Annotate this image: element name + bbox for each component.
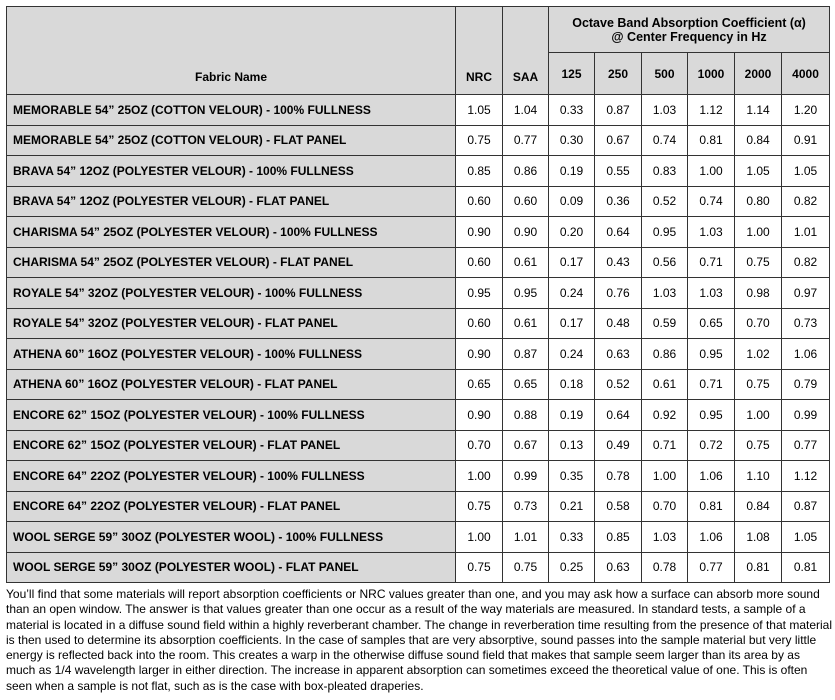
- saa-cell: 0.87: [503, 339, 549, 370]
- saa-cell: 0.86: [503, 156, 549, 187]
- nrc-cell: 0.75: [456, 125, 503, 156]
- coefficient-cell: 1.06: [688, 522, 735, 553]
- nrc-cell: 0.65: [456, 369, 503, 400]
- coefficient-cell: 0.24: [549, 339, 595, 370]
- saa-cell: 0.73: [503, 491, 549, 522]
- fabric-name-cell: ENCORE 62” 15OZ (POLYESTER VELOUR) - 100% FULLNESS: [7, 400, 456, 431]
- fabric-name-cell: ROYALE 54” 32OZ (POLYESTER VELOUR) - FLAT PANEL: [7, 308, 456, 339]
- coefficient-cell: 0.30: [549, 125, 595, 156]
- fabric-name-cell: CHARISMA 54” 25OZ (POLYESTER VELOUR) - 100% FULLNESS: [7, 217, 456, 248]
- fabric-name-cell: ENCORE 64” 22OZ (POLYESTER VELOUR) - FLAT PANEL: [7, 491, 456, 522]
- table-row: [7, 247, 830, 278]
- coefficient-cell: 0.71: [688, 247, 735, 278]
- coefficient-cell: 1.03: [688, 217, 735, 248]
- coefficient-cell: 0.55: [595, 156, 642, 187]
- coefficient-cell: 0.81: [688, 125, 735, 156]
- coefficient-cell: 0.19: [549, 400, 595, 431]
- fabric-name-cell: MEMORABLE 54” 25OZ (COTTON VELOUR) - FLAT PANEL: [7, 125, 456, 156]
- coefficient-cell: 0.63: [595, 339, 642, 370]
- coefficient-cell: 1.05: [782, 156, 830, 187]
- coefficient-cell: 0.98: [735, 278, 782, 309]
- fabric-name-header: Fabric Name: [7, 7, 456, 95]
- coefficient-cell: 0.84: [735, 491, 782, 522]
- nrc-cell: 0.90: [456, 400, 503, 431]
- saa-cell: 0.60: [503, 186, 549, 217]
- saa-cell: 1.04: [503, 95, 549, 126]
- coefficient-cell: 0.84: [735, 125, 782, 156]
- coefficient-cell: 0.81: [782, 552, 830, 583]
- coefficient-cell: 1.05: [735, 156, 782, 187]
- octave-band-subtitle: @ Center Frequency in Hz: [611, 29, 767, 44]
- octave-band-title: Octave Band Absorption Coefficient (α): [572, 15, 806, 30]
- nrc-cell: 0.75: [456, 491, 503, 522]
- fabric-name-cell: ROYALE 54” 32OZ (POLYESTER VELOUR) - 100% FULLNESS: [7, 278, 456, 309]
- nrc-cell: 0.60: [456, 186, 503, 217]
- saa-cell: 0.77: [503, 125, 549, 156]
- coefficient-cell: 0.25: [549, 552, 595, 583]
- fabric-name-cell: CHARISMA 54” 25OZ (POLYESTER VELOUR) - FLAT PANEL: [7, 247, 456, 278]
- coefficient-cell: 0.67: [595, 125, 642, 156]
- table-row: [7, 522, 830, 553]
- nrc-cell: 0.75: [456, 552, 503, 583]
- coefficient-cell: 0.99: [782, 400, 830, 431]
- table-row: [7, 125, 830, 156]
- octave-band-header: [549, 7, 830, 53]
- absorption-table: [6, 6, 830, 583]
- coefficient-cell: 0.78: [595, 461, 642, 492]
- saa-cell: 0.90: [503, 217, 549, 248]
- coefficient-cell: 0.33: [549, 95, 595, 126]
- table-row: [7, 95, 830, 126]
- coefficient-cell: 1.03: [688, 278, 735, 309]
- coefficient-cell: 0.86: [642, 339, 688, 370]
- coefficient-cell: 0.74: [642, 125, 688, 156]
- saa-cell: 0.88: [503, 400, 549, 431]
- nrc-header: NRC: [456, 7, 503, 95]
- coefficient-cell: 0.17: [549, 308, 595, 339]
- saa-cell: 0.95: [503, 278, 549, 309]
- coefficient-cell: 0.76: [595, 278, 642, 309]
- nrc-cell: 0.95: [456, 278, 503, 309]
- nrc-cell: 1.00: [456, 522, 503, 553]
- coefficient-cell: 0.64: [595, 400, 642, 431]
- coefficient-cell: 0.81: [735, 552, 782, 583]
- table-row: [7, 552, 830, 583]
- saa-cell: 0.75: [503, 552, 549, 583]
- fabric-name-cell: MEMORABLE 54” 25OZ (COTTON VELOUR) - 100% FULLNESS: [7, 95, 456, 126]
- explanatory-note: You’ll find that some materials will report absorption coefficients or NRC values greater than one, and you may ask how a surface can absorb more sound than an open window. The answer is that values greater than one occur as a result of the way materials are measured. In standard tests, a sample of a material is located in a diffuse sound field within a highly reverberant chamber. The change in reverberation time resulting from the presence of that material is then used to determine its absorption coefficients. In the case of samples that are very absorptive, sound passes into the sample material but very little energy is reflected back into the room. This creates a warp in the otherwise diffuse sound field that makes that sample seem larger than its area by as much as 1/4 wavelength larger in either direction. The increase in apparent absorption can sometimes exceed the theoretical value of one. This is often seen when a sample is not flat, such as is the case with box-pleated draperies.: [6, 587, 833, 693]
- coefficient-cell: 0.59: [642, 308, 688, 339]
- coefficient-cell: 1.10: [735, 461, 782, 492]
- nrc-cell: 0.70: [456, 430, 503, 461]
- frequency-header: 4000: [782, 53, 830, 95]
- coefficient-cell: 1.03: [642, 95, 688, 126]
- coefficient-cell: 0.91: [782, 125, 830, 156]
- table-row: [7, 156, 830, 187]
- saa-cell: 0.61: [503, 247, 549, 278]
- fabric-name-cell: WOOL SERGE 59” 30OZ (POLYESTER WOOL) - FLAT PANEL: [7, 552, 456, 583]
- coefficient-cell: 0.82: [782, 247, 830, 278]
- table-row: [7, 430, 830, 461]
- coefficient-cell: 1.01: [782, 217, 830, 248]
- coefficient-cell: 0.74: [688, 186, 735, 217]
- coefficient-cell: 1.00: [688, 156, 735, 187]
- coefficient-cell: 0.49: [595, 430, 642, 461]
- saa-cell: 1.01: [503, 522, 549, 553]
- coefficient-cell: 0.20: [549, 217, 595, 248]
- table-row: [7, 308, 830, 339]
- coefficient-cell: 1.08: [735, 522, 782, 553]
- coefficient-cell: 0.82: [782, 186, 830, 217]
- fabric-name-cell: ENCORE 62” 15OZ (POLYESTER VELOUR) - FLAT PANEL: [7, 430, 456, 461]
- frequency-header: 500: [642, 53, 688, 95]
- coefficient-cell: 0.95: [688, 400, 735, 431]
- coefficient-cell: 1.00: [735, 400, 782, 431]
- coefficient-cell: 0.36: [595, 186, 642, 217]
- table-body: [7, 95, 830, 583]
- coefficient-cell: 0.19: [549, 156, 595, 187]
- coefficient-cell: 0.77: [782, 430, 830, 461]
- coefficient-cell: 0.52: [595, 369, 642, 400]
- coefficient-cell: 1.06: [782, 339, 830, 370]
- fabric-name-cell: ATHENA 60” 16OZ (POLYESTER VELOUR) - 100% FULLNESS: [7, 339, 456, 370]
- nrc-cell: 0.85: [456, 156, 503, 187]
- coefficient-cell: 1.12: [688, 95, 735, 126]
- table-row: [7, 461, 830, 492]
- frequency-header: 125: [549, 53, 595, 95]
- nrc-cell: 0.90: [456, 339, 503, 370]
- coefficient-cell: 0.61: [642, 369, 688, 400]
- coefficient-cell: 0.79: [782, 369, 830, 400]
- table-row: [7, 400, 830, 431]
- table-row: [7, 186, 830, 217]
- coefficient-cell: 0.71: [688, 369, 735, 400]
- coefficient-cell: 1.05: [782, 522, 830, 553]
- coefficient-cell: 1.03: [642, 522, 688, 553]
- saa-cell: 0.61: [503, 308, 549, 339]
- nrc-cell: 1.00: [456, 461, 503, 492]
- coefficient-cell: 1.02: [735, 339, 782, 370]
- coefficient-cell: 0.78: [642, 552, 688, 583]
- saa-header: SAA: [503, 7, 549, 95]
- frequency-header: 250: [595, 53, 642, 95]
- nrc-cell: 1.05: [456, 95, 503, 126]
- fabric-name-cell: WOOL SERGE 59” 30OZ (POLYESTER WOOL) - 100% FULLNESS: [7, 522, 456, 553]
- coefficient-cell: 0.73: [782, 308, 830, 339]
- coefficient-cell: 0.43: [595, 247, 642, 278]
- nrc-cell: 0.90: [456, 217, 503, 248]
- coefficient-cell: 0.80: [735, 186, 782, 217]
- table-row: [7, 278, 830, 309]
- coefficient-cell: 0.70: [642, 491, 688, 522]
- saa-cell: 0.65: [503, 369, 549, 400]
- coefficient-cell: 0.13: [549, 430, 595, 461]
- coefficient-cell: 0.75: [735, 247, 782, 278]
- coefficient-cell: 0.81: [688, 491, 735, 522]
- saa-cell: 0.67: [503, 430, 549, 461]
- fabric-name-cell: ENCORE 64” 22OZ (POLYESTER VELOUR) - 100% FULLNESS: [7, 461, 456, 492]
- coefficient-cell: 1.12: [782, 461, 830, 492]
- coefficient-cell: 0.87: [782, 491, 830, 522]
- coefficient-cell: 0.71: [642, 430, 688, 461]
- coefficient-cell: 0.33: [549, 522, 595, 553]
- coefficient-cell: 0.48: [595, 308, 642, 339]
- table-row: [7, 217, 830, 248]
- coefficient-cell: 1.20: [782, 95, 830, 126]
- coefficient-cell: 0.65: [688, 308, 735, 339]
- coefficient-cell: 1.00: [642, 461, 688, 492]
- nrc-cell: 0.60: [456, 247, 503, 278]
- fabric-name-cell: BRAVA 54” 12OZ (POLYESTER VELOUR) - 100% FULLNESS: [7, 156, 456, 187]
- coefficient-cell: 0.58: [595, 491, 642, 522]
- coefficient-cell: 0.92: [642, 400, 688, 431]
- table-row: [7, 339, 830, 370]
- coefficient-cell: 0.72: [688, 430, 735, 461]
- table-row: [7, 369, 830, 400]
- coefficient-cell: 0.35: [549, 461, 595, 492]
- coefficient-cell: 0.85: [595, 522, 642, 553]
- coefficient-cell: 0.75: [735, 430, 782, 461]
- coefficient-cell: 0.17: [549, 247, 595, 278]
- coefficient-cell: 1.03: [642, 278, 688, 309]
- coefficient-cell: 0.56: [642, 247, 688, 278]
- coefficient-cell: 0.09: [549, 186, 595, 217]
- coefficient-cell: 1.00: [735, 217, 782, 248]
- coefficient-cell: 0.18: [549, 369, 595, 400]
- coefficient-cell: 0.77: [688, 552, 735, 583]
- coefficient-cell: 0.75: [735, 369, 782, 400]
- coefficient-cell: 0.87: [595, 95, 642, 126]
- coefficient-cell: 0.70: [735, 308, 782, 339]
- coefficient-cell: 1.14: [735, 95, 782, 126]
- coefficient-cell: 0.52: [642, 186, 688, 217]
- coefficient-cell: 0.95: [642, 217, 688, 248]
- coefficient-cell: 0.64: [595, 217, 642, 248]
- coefficient-cell: 0.63: [595, 552, 642, 583]
- table-row: [7, 491, 830, 522]
- coefficient-cell: 0.97: [782, 278, 830, 309]
- frequency-header: 1000: [688, 53, 735, 95]
- saa-cell: 0.99: [503, 461, 549, 492]
- nrc-cell: 0.60: [456, 308, 503, 339]
- coefficient-cell: 0.83: [642, 156, 688, 187]
- coefficient-cell: 0.95: [688, 339, 735, 370]
- fabric-name-cell: BRAVA 54” 12OZ (POLYESTER VELOUR) - FLAT PANEL: [7, 186, 456, 217]
- fabric-name-cell: ATHENA 60” 16OZ (POLYESTER VELOUR) - FLAT PANEL: [7, 369, 456, 400]
- coefficient-cell: 0.24: [549, 278, 595, 309]
- frequency-header: 2000: [735, 53, 782, 95]
- coefficient-cell: 0.21: [549, 491, 595, 522]
- coefficient-cell: 1.06: [688, 461, 735, 492]
